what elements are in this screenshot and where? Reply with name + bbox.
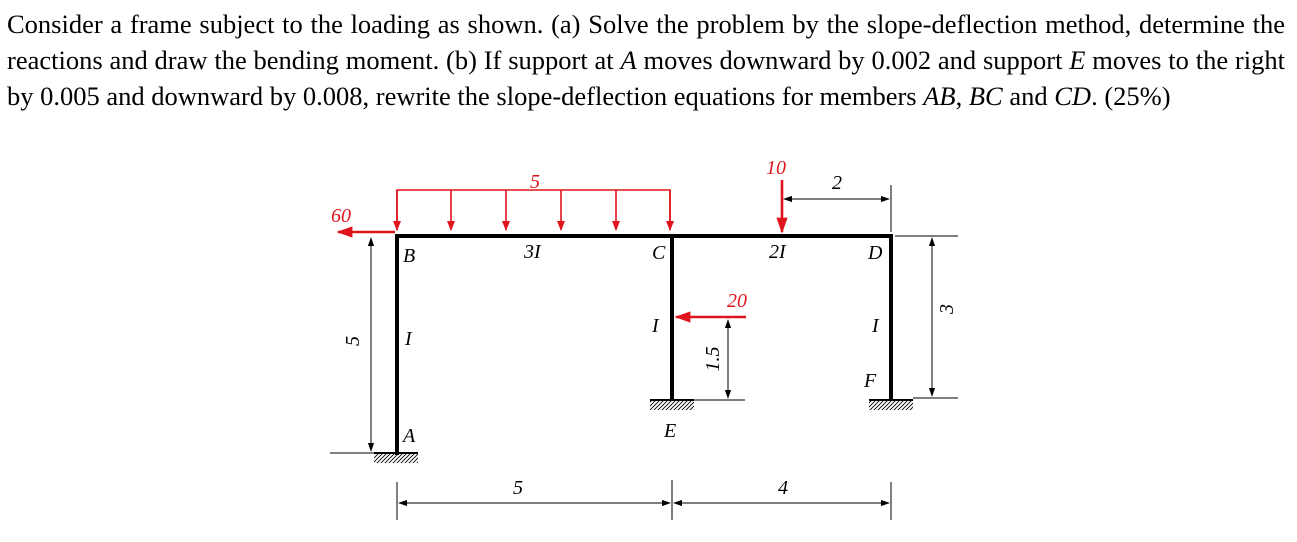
problem-text-part: moves to the right by 0.005 and downward by 0.008, rewrite the slope-deflection equations for members (7, 45, 1285, 111)
member-label-bc: 3I (524, 241, 541, 263)
dim-label-bc-span: 5 (513, 477, 523, 499)
fixed-supports (374, 400, 913, 463)
udl-outline (397, 190, 670, 230)
label-horizontal-20: 20 (727, 290, 747, 312)
member-label-ab: I (405, 328, 412, 350)
problem-text-part: Consider a frame subject to the loading as shown. (a) Solve the problem by the slope-deflection method, determine the reactions and draw the bending moment. (b) If support at (7, 9, 1285, 75)
dim-label-ce-load-height: 1.5 (702, 346, 724, 372)
joint-label-e: E (664, 420, 677, 442)
dim-label-cd-span: 4 (778, 477, 788, 499)
joint-label-a: A (403, 425, 416, 447)
support-e (650, 400, 694, 410)
member-label-df: I (872, 315, 879, 337)
problem-text-part: and (1002, 81, 1055, 111)
dim-label-df-height: 3 (936, 304, 958, 314)
problem-text-part: moves downward by 0.002 and support (636, 45, 1070, 75)
support-a (374, 453, 418, 463)
member-label-cd: 2I (769, 241, 786, 263)
problem-text-part: , (955, 81, 969, 111)
label-horizontal-60: 60 (331, 205, 351, 227)
joint-label-d: D (868, 242, 883, 264)
member-label-ce: I (652, 315, 659, 337)
label-point-load: 10 (766, 157, 786, 179)
problem-text-part: . (25%) (1091, 81, 1171, 111)
label-udl: 5 (530, 171, 540, 193)
support-a-ref: A (620, 45, 637, 75)
joint-label-f: F (864, 370, 877, 392)
member-bc-ref: BC (968, 81, 1003, 111)
support-f (869, 400, 913, 410)
frame-members (397, 236, 891, 453)
joint-label-b: B (403, 245, 416, 267)
support-e-ref: E (1069, 45, 1086, 75)
member-ab-ref: AB (923, 81, 956, 111)
dim-label-load-to-d: 2 (832, 172, 842, 194)
distributed-load (397, 190, 670, 230)
joint-label-c: C (652, 242, 666, 264)
dim-label-ab-height: 5 (342, 336, 364, 346)
member-cd-ref: CD (1054, 81, 1092, 111)
